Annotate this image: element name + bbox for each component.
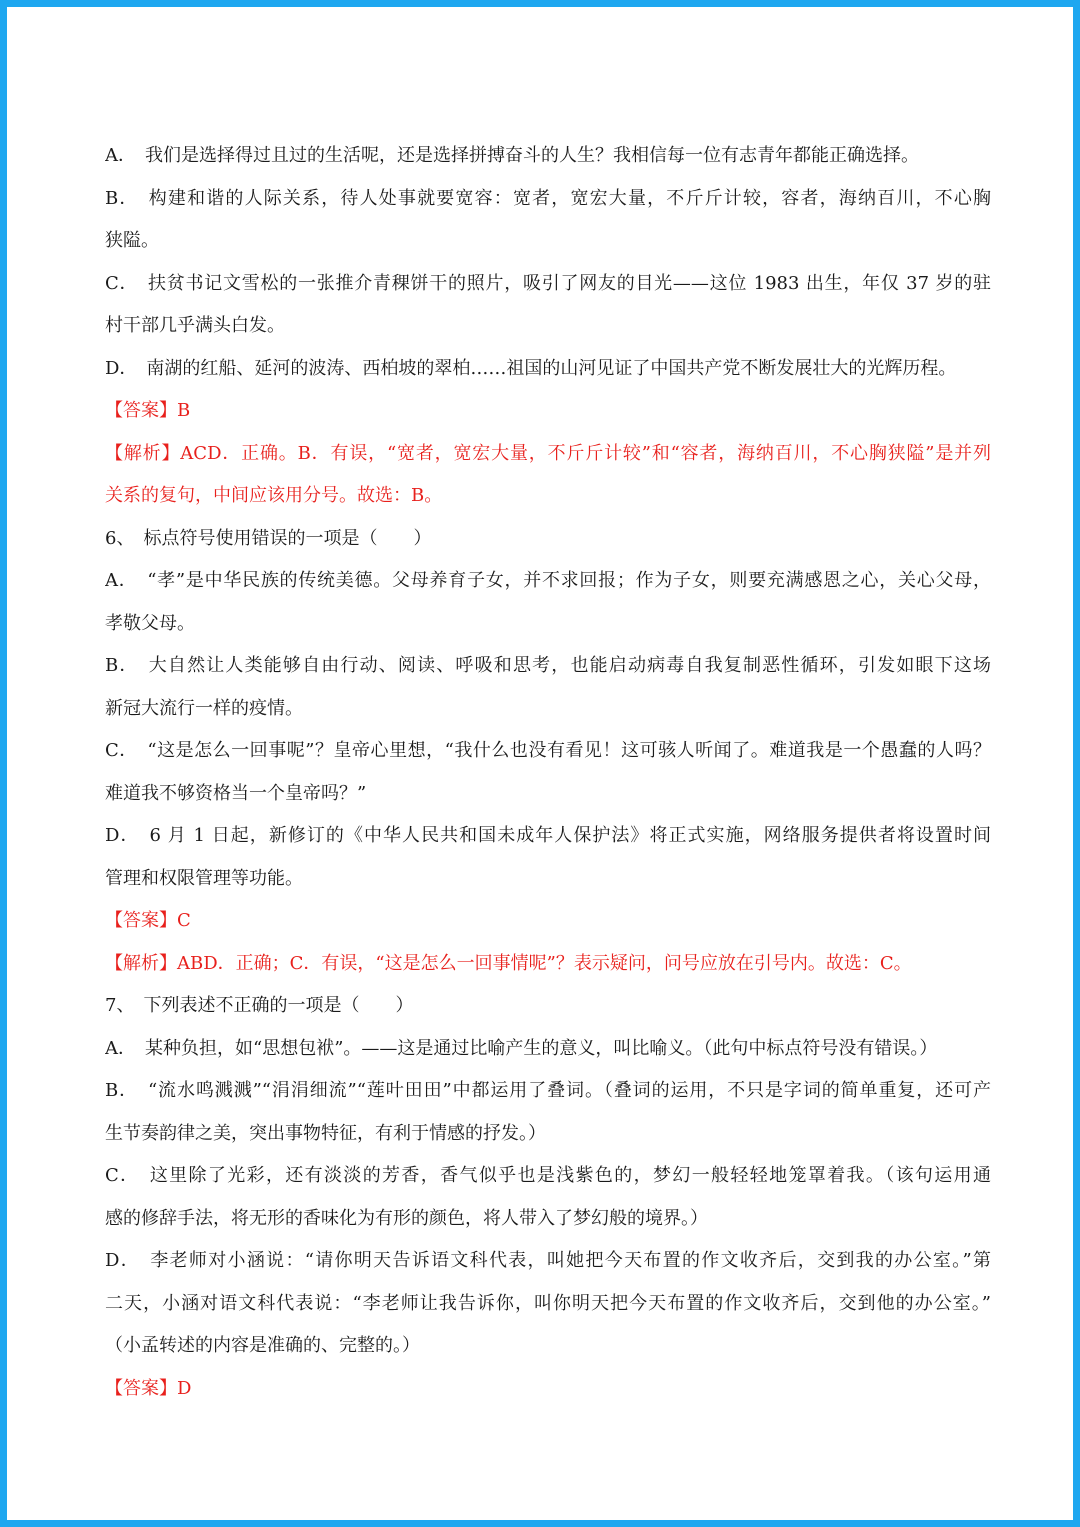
text-line: 生节奏韵律之美，突出事物特征，有利于情感的抒发。） [105, 1122, 546, 1144]
text-line: B． “流水鸣溅溅”“涓涓细流”“莲叶田田”中都运用了叠词。（叠词的运用，不只是字词的简单重复，还可产 [105, 1080, 991, 1101]
text-line: D． 李老师对小涵说：“请你明天告诉语文科代表，叫她把今天布置的作文收齐后，交到我的办公室。”第 [105, 1250, 991, 1271]
text-line: 7、 下列表述不正确的一项是（ ） [105, 995, 414, 1016]
answer-line: 【答案】C [105, 910, 191, 931]
text-line: C． “这是怎么一回事呢”？皇帝心里想，“我什么也没有看见！这可骇人听闻了。难道我是一个愚蠢的人吗？ [105, 740, 991, 761]
text-line: 6、 标点符号使用错误的一项是（ ） [105, 527, 432, 549]
text-line: A． 我们是选择得过且过的生活呢，还是选择拼搏奋斗的人生？我相信每一位有志青年都能正确选择。 [105, 145, 919, 166]
text-line: 难道我不够资格当一个皇帝吗？” [105, 782, 367, 804]
text-line: 孝敬父母。 [105, 612, 195, 634]
answer-line: 【答案】D [105, 1377, 192, 1399]
text-line: 狭隘。 [105, 230, 159, 251]
text-line: （小孟转述的内容是准确的、完整的。） [105, 1335, 420, 1356]
text-line: 村干部几乎满头白发。 [105, 315, 285, 336]
text-line: C． 扶贫书记文雪松的一张推介青稞饼干的照片，吸引了网友的目光——这位 1983 出生，年仅 37 岁的驻 [105, 272, 991, 294]
answer-line: 【答案】B [105, 400, 191, 421]
answer-line: 【解析】ACD．正确。B．有误，“宽者，宽宏大量，不斤斤计较”和“容者，海纳百川，不心胸狭隘”是并列 [105, 442, 991, 464]
document-body [105, 135, 991, 1410]
text-line: B． 构建和谐的人际关系，待人处事就要宽容：宽者，宽宏大量，不斤斤计较，容者，海纳百川，不心胸 [105, 187, 991, 209]
text-line: A． “孝”是中华民族的传统美德。父母养育子女，并不求回报；作为子女，则要充满感恩之心，关心父母， [105, 570, 991, 591]
text-line: D． 6 月 1 日起，新修订的《中华人民共和国未成年人保护法》将正式实施，网络服务提供者将设置时间 [105, 825, 991, 846]
answer-line: 【解析】ABD．正确；C．有误，“这是怎么一回事情呢”？表示疑问，问号应放在引号内。故选：C。 [105, 952, 912, 974]
text-line: 感的修辞手法，将无形的香味化为有形的颜色，将人带入了梦幻般的境界。） [105, 1207, 708, 1229]
answer-line: 关系的复句，中间应该用分号。故选：B。 [105, 485, 443, 506]
text-line: A． 某种负担，如“思想包袱”。——这是通过比喻产生的意义，叫比喻义。（此句中标点符号没有错误。） [105, 1037, 938, 1059]
text-line: B． 大自然让人类能够自由行动、阅读、呼吸和思考，也能启动病毒自我复制恶性循环，引发如眼下这场 [105, 655, 991, 676]
text-line: D． 南湖的红船、延河的波涛、西柏坡的翠柏……祖国的山河见证了中国共产党不断发展壮大的光辉历程。 [105, 357, 957, 379]
text-line: C． 这里除了光彩，还有淡淡的芳香，香气似乎也是浅紫色的，梦幻一般轻轻地笼罩着我。（该句运用通 [105, 1165, 991, 1186]
text-line: 管理和权限管理等功能。 [105, 867, 303, 889]
text-line: 二天，小涵对语文科代表说：“李老师让我告诉你，叫你明天把今天布置的作文收齐后，交到他的办公室。” [105, 1292, 991, 1314]
text-line: 新冠大流行一样的疫情。 [105, 697, 303, 719]
